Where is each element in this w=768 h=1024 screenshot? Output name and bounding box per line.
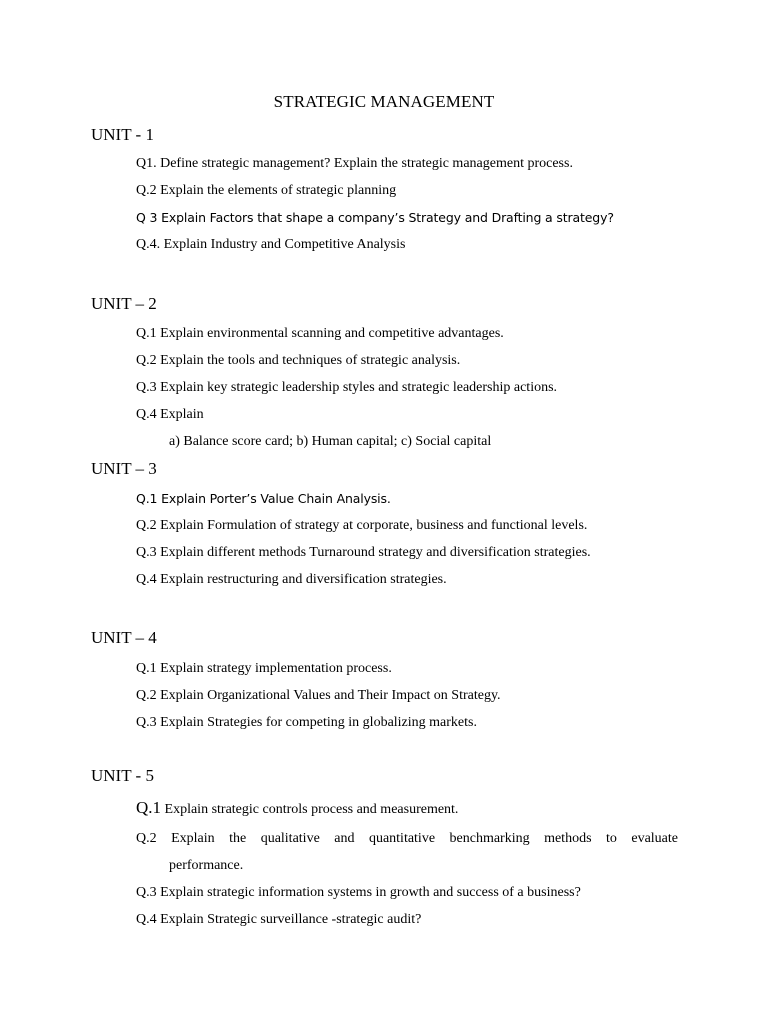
unit-2-question-1: Q.1 Explain environmental scanning and competitive advantages. <box>136 326 504 341</box>
unit-4-question-1: Q.1 Explain strategy implementation process. <box>136 661 392 676</box>
unit-1-question-3: Q 3 Explain Factors that shape a company’s Strategy and Drafting a strategy? <box>136 210 614 225</box>
unit-4-heading: UNIT – 4 <box>91 628 157 647</box>
unit-3-heading: UNIT – 3 <box>91 459 157 478</box>
unit-5-question-3: Q.3 Explain strategic information systems in growth and success of a business? <box>136 885 581 900</box>
unit-5-question-2-line-2: performance. <box>169 858 244 873</box>
unit-1-question-4: Q.4. Explain Industry and Competitive Analysis <box>136 237 406 252</box>
unit-5-question-1-text: Explain strategic controls process and measurement. <box>161 802 459 817</box>
unit-3-question-2: Q.2 Explain Formulation of strategy at corporate, business and functional levels. <box>136 518 588 533</box>
unit-1-question-2: Q.2 Explain the elements of strategic planning <box>136 183 397 198</box>
unit-2-question-4: Q.4 Explain <box>136 407 204 422</box>
unit-2-question-2: Q.2 Explain the tools and techniques of strategic analysis. <box>136 353 461 368</box>
unit-3-question-3: Q.3 Explain different methods Turnaround strategy and diversification strategies. <box>136 545 591 560</box>
unit-5-question-4: Q.4 Explain Strategic surveillance -strategic audit? <box>136 912 422 927</box>
unit-2-heading: UNIT – 2 <box>91 294 157 313</box>
unit-2-question-3: Q.3 Explain key strategic leadership styles and strategic leadership actions. <box>136 380 558 395</box>
unit-5-question-2-line-1: Q.2 Explain the qualitative and quantitative benchmarking methods to evaluate <box>136 831 678 846</box>
unit-3-question-1: Q.1 Explain Porter’s Value Chain Analysis. <box>136 491 391 506</box>
unit-5-question-1-number: Q.1 <box>136 798 162 817</box>
unit-1-question-1: Q1. Define strategic management? Explain the strategic management process. <box>136 156 573 171</box>
document-title: STRATEGIC MANAGEMENT <box>273 92 495 111</box>
unit-3-question-4: Q.4 Explain restructuring and diversification strategies. <box>136 572 447 587</box>
unit-1-heading: UNIT - 1 <box>91 125 154 144</box>
unit-5-question-1 <box>136 799 458 819</box>
unit-4-question-2: Q.2 Explain Organizational Values and Their Impact on Strategy. <box>136 688 501 703</box>
unit-2-question-4-subitems: a) Balance score card; b) Human capital; c) Social capital <box>169 434 492 449</box>
unit-5-heading: UNIT - 5 <box>91 766 154 785</box>
unit-4-question-3: Q.3 Explain Strategies for competing in globalizing markets. <box>136 715 477 730</box>
